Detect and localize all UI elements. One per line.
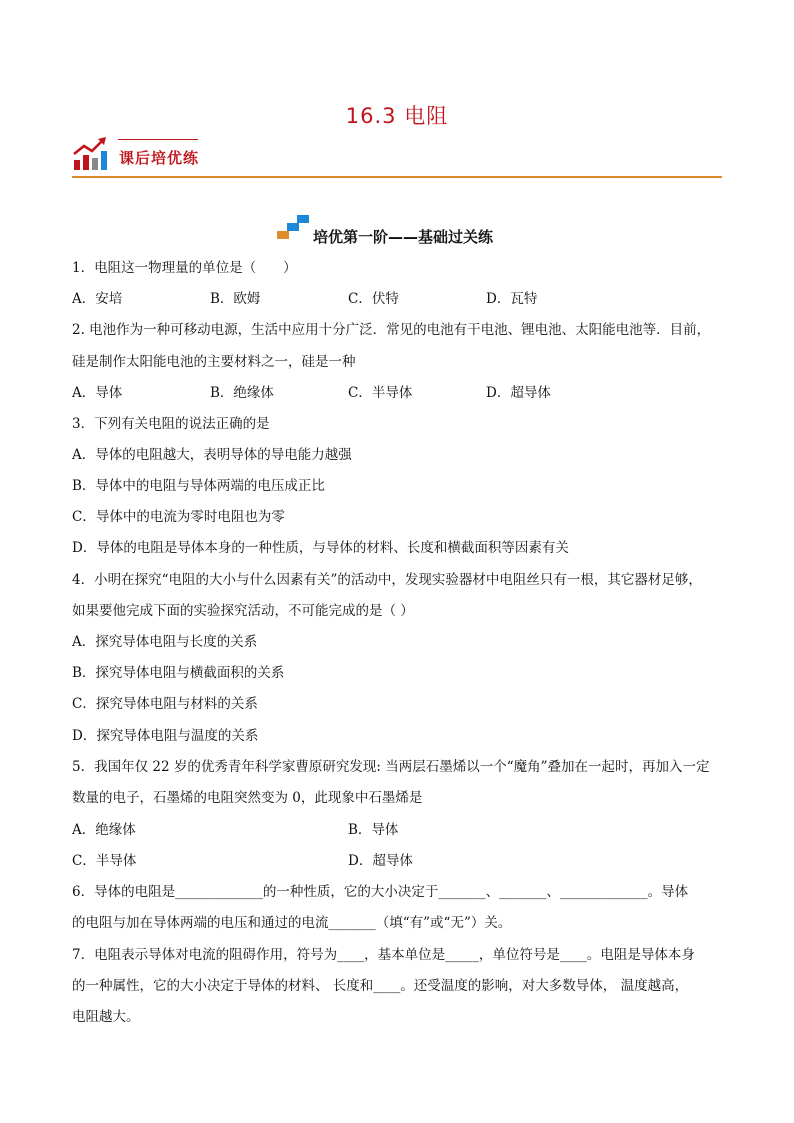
growth-chart-icon <box>72 136 108 172</box>
header-rule <box>72 176 722 178</box>
q3-option-c: C．导体中的电流为零时电阻也为零 <box>72 509 285 525</box>
q1-option-c: C．伏特 <box>348 291 399 307</box>
q3-option-b: B．导体中的电阻与导体两端的电压成正比 <box>72 478 325 494</box>
question-7-line-3: 电阻越大。 <box>72 1009 140 1025</box>
question-2-line-2: 硅是制作太阳能电池的主要材料之一，硅是一种 <box>72 354 356 370</box>
q1-option-d: D．瓦特 <box>486 291 538 307</box>
header-top-line <box>118 139 198 140</box>
q2-option-c: C．半导体 <box>348 385 413 401</box>
question-1-stem: 1．电阻这一物理量的单位是（ ） <box>72 260 297 276</box>
question-2-line-1: 2. 电池作为一种可移动电源，生活中应用十分广泛．常见的电池有干电池、锂电池、太阳能电池等．目前， <box>72 322 711 338</box>
question-6-line-1: 6．导体的电阻是_____________的一种性质，它的大小决定于_______、_______、_____________。导体 <box>72 884 689 900</box>
question-6-line-2: 的电阻与加在导体两端的电压和通过的电流_______（填“有”或“无”）关。 <box>72 915 512 931</box>
q5-option-a: A．绝缘体 <box>72 822 136 838</box>
page-title: 16.3 电阻 <box>345 104 449 128</box>
question-7-line-2: 的一种属性，它的大小决定于导体的材料、 长度和____。还受温度的影响，对大多数导体， 温度越高， <box>72 978 689 994</box>
q2-option-a: A．导体 <box>72 385 123 401</box>
q1-option-a: A．安培 <box>72 291 123 307</box>
q4-option-a: A．探究导体电阻与长度的关系 <box>72 634 258 650</box>
question-3-stem: 3．下列有关电阻的说法正确的是 <box>72 416 270 432</box>
stairs-icon <box>275 215 309 241</box>
section-title: 培优第一阶——基础过关练 <box>313 228 494 246</box>
q5-option-d: D．超导体 <box>348 853 413 869</box>
q3-option-a: A．导体的电阻越大，表明导体的导电能力越强 <box>72 447 352 463</box>
q1-option-b: B．欧姆 <box>210 291 261 307</box>
q5-option-c: C．半导体 <box>72 853 137 869</box>
q3-option-d: D．导体的电阻是导体本身的一种性质，与导体的材料、长度和横截面积等因素有关 <box>72 540 569 556</box>
question-5-line-1: 5．我国年仅 22 岁的优秀青年科学家曹原研究发现: 当两层石墨烯以一个“魔角”叠加在一起时，再加入一定 <box>72 759 710 775</box>
q4-option-b: B．探究导体电阻与横截面积的关系 <box>72 665 285 681</box>
q4-option-c: C．探究导体电阻与材料的关系 <box>72 696 258 712</box>
question-5-line-2: 数量的电子，石墨烯的电阻突然变为 0，此现象中石墨烯是 <box>72 790 423 806</box>
q4-option-d: D．探究导体电阻与温度的关系 <box>72 728 259 744</box>
header-label: 课后培优练 <box>119 149 200 167</box>
q2-option-d: D．超导体 <box>486 385 551 401</box>
question-4-line-1: 4．小明在探究“电阻的大小与什么因素有关”的活动中，发现实验器材中电阻丝只有一根，其它器材足够， <box>72 572 702 588</box>
question-7-line-1: 7．电阻表示导体对电流的阻碍作用，符号为____，基本单位是_____，单位符号是____。电阻是导体本身 <box>72 947 695 963</box>
question-4-line-2: 如果要他完成下面的实验探究活动，不可能完成的是（ ） <box>72 603 414 619</box>
q2-option-b: B．绝缘体 <box>210 385 274 401</box>
q5-option-b: B．导体 <box>348 822 399 838</box>
